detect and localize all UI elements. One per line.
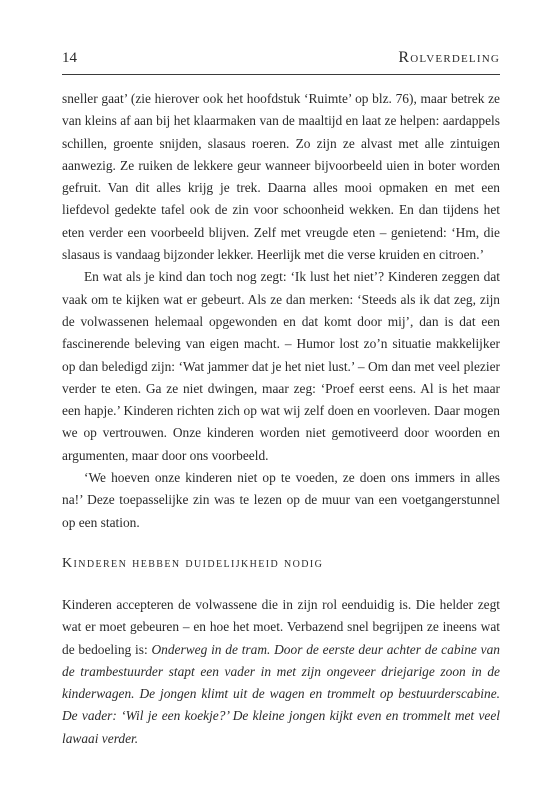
page-number: 14 [62, 50, 77, 66]
section-intro: Kinderen accepteren de volwassene die in zijn rol eenduidig is. Die helder zegt wat er moet gebeuren – en hoe het moet. Verbazend snel begrijpen ze ineens wat de bedoeling is: [62, 597, 500, 657]
paragraph: ‘We hoeven onze kinderen niet op te voeden, ze doen ons immers in alles na!’ Deze toepasselijke zin was te lezen op de muur van een voetgangerstunnel op een station. [62, 470, 500, 530]
paragraph: En wat als je kind dan toch nog zegt: ‘Ik lust het niet’? Kinderen zeggen dat vaak om te kijken wat er gebeurt. Als ze dan merken: ‘Steeds als ik dat zeg, zijn de volwassenen helemaal opgewonden en dat komt door mij’, dan is dat een fascinerende beleving van eigen macht. – Humor lost zo’n situatie makkelijker op dan beledigd zijn: ‘Wat jammer dat je het niet lust.’ – Om dan met veel plezier verder te eten. Ga ze niet dwingen, maar zeg: ‘Proef eerst eens. Al is het maar een hapje.’ Kinderen richten zich op wat wij zelf doen en voorleven. Daar mogen we op vertrouwen. Onze kinderen worden niet gemotiveerd door woorden en argumenten, maar door ons voorbeeld. [62, 269, 500, 463]
paragraph [62, 594, 500, 750]
running-head [62, 48, 500, 68]
section-text [62, 594, 500, 750]
body-text [62, 88, 500, 534]
chapter-title: Rolverdeling [398, 49, 500, 66]
paragraph: sneller gaat’ (zie hierover ook het hoofdstuk ‘Ruimte’ op blz. 76), maar betrek ze van kleins af aan bij het klaarmaken van de maaltijd en laat ze helpen: aardappels schillen, groente snijden, slasaus roeren. Zo zijn ze alvast met alle zintuigen aanwezig. Ze ruiken de lekkere geur wanneer bijvoorbeeld uien in boter worden gefruit. Van dit alles krijg je trek. Daarna alles mooi opmaken en met een liefdevol gedekte tafel ook de zin voor schoonheid wekken. En dan tijdens het eten verder een voorbeeld blijven. Zelf met vreugde eten – genietend: ‘Hm, die slasaus is vandaag bijzonder lekker. Heerlijk met die verse kruiden en citroen.’ [62, 91, 500, 263]
italic-passage: Onderweg in de tram. Door de eerste deur achter de cabine van de trambestuurder stapt een vader in met zijn ongeveer driejarige zoon in de kinderwagen. De jongen klimt uit de wagen en trommelt op bestuurderscabine. De vader: ‘Wil je een koekje?’ De kleine jongen kijkt even en trommelt met veel lawaai verder. [62, 641, 500, 746]
header-rule [62, 74, 500, 75]
section-heading: Kinderen hebben duidelijkheid nodig [62, 556, 324, 571]
book-page [62, 0, 500, 800]
